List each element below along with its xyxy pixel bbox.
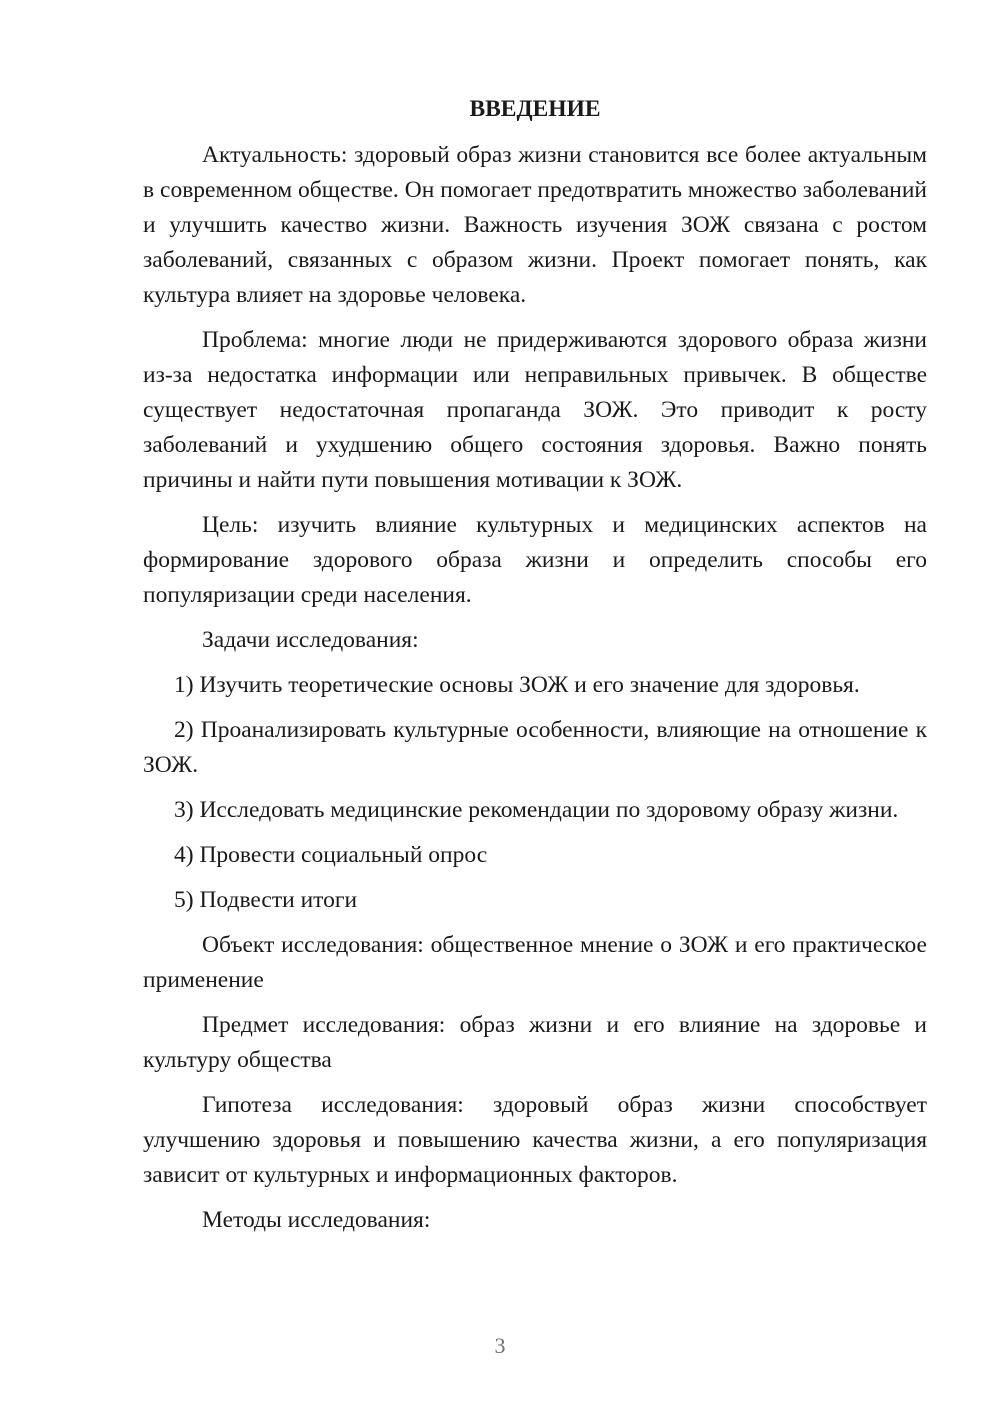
problem-paragraph: Проблема: многие люди не придерживаются здорового образа жизни из-за недостатка информации или неправильных привычек. В обществе существует недостаточная пропаганда ЗОЖ. Это приводит к росту заболеваний и ухудшению общего состояния здоровья. Важно понять причины и найти пути повышения мотивации к ЗОЖ. — [143, 327, 927, 493]
hypothesis-paragraph: Гипотеза исследования: здоровый образ жизни способствует улучшению здоровья и повышению качества жизни, а его популяризация зависит от культурных и информационных факторов. — [143, 1092, 927, 1188]
object-paragraph: Объект исследования: общественное мнение о ЗОЖ и его практическое применение — [143, 932, 927, 993]
page-content — [143, 90, 927, 1248]
methods-heading: Методы исследования: — [202, 1207, 431, 1233]
task-item: 3) Исследовать медицинские рекомендации по здоровому образу жизни. — [174, 797, 899, 823]
relevance-paragraph: Актуальность: здоровый образ жизни становится все более актуальным в современном обществе. Он помогает предотвратить множество заболеваний и улучшить качество жизни. Важность изучения ЗОЖ связана с ростом заболеваний, связанных с образом жизни. Проект помогает понять, как культура влияет на здоровье человека. — [143, 142, 927, 308]
task-item: 4) Провести социальный опрос — [174, 842, 488, 868]
page-number: 3 — [494, 1333, 506, 1358]
subject-paragraph: Предмет исследования: образ жизни и его влияние на здоровье и культуру общества — [143, 1012, 927, 1073]
task-item: 5) Подвести итоги — [174, 887, 358, 913]
goal-paragraph: Цель: изучить влияние культурных и медицинских аспектов на формирование здорового образа жизни и определить способы его популяризации среди населения. — [143, 512, 927, 608]
tasks-heading: Задачи исследования: — [202, 627, 419, 653]
section-title: ВВЕДЕНИЕ — [469, 96, 601, 122]
task-item: 1) Изучить теоретические основы ЗОЖ и его значение для здоровья. — [174, 672, 860, 698]
task-item: 2) Проанализировать культурные особенности, влияющие на отношение к ЗОЖ. — [143, 717, 927, 778]
